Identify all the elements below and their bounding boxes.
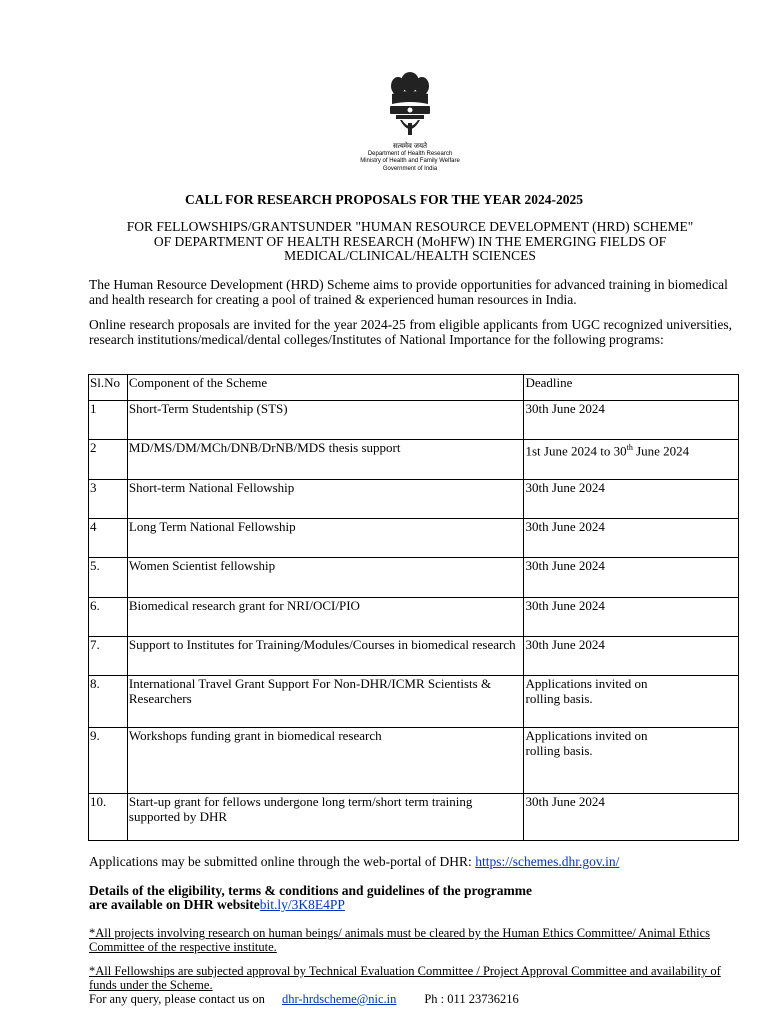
portal-text: Applications may be submitted online through the web-portal of DHR: — [89, 854, 476, 869]
table-row — [89, 440, 739, 480]
table-row — [89, 598, 739, 637]
approval-note — [89, 964, 739, 992]
invitation-paragraph: Online research proposals are invited for the year 2024-25 from eligible applicants from UGC recognized universities, research institutions/medical/dental colleges/Institutes of National Importance for the following programs: — [89, 317, 732, 347]
row-deadline: 30th June 2024 — [524, 637, 739, 676]
details-note — [89, 884, 739, 912]
details-link[interactable]: bit.ly/3K8E4PP — [259, 897, 345, 912]
approval-text: *All Fellowships are subjected approval by Technical Evaluation Committee / Project Approval Committee and availability of funds under the Scheme. — [89, 964, 721, 992]
row-sl: 5. — [89, 558, 128, 598]
row-deadline: 30th June 2024 — [524, 480, 739, 519]
details-line-2: are available on DHR website — [89, 897, 260, 912]
table-row — [89, 794, 739, 841]
department-name: Department of Health Research — [367, 150, 453, 157]
table-row — [89, 519, 739, 558]
intro-paragraph: The Human Resource Development (HRD) Scheme aims to provide opportunities for advanced training in biomedical and health research for creating a pool of trained & experienced human resources in India. — [89, 277, 728, 307]
department-header — [320, 143, 500, 173]
row-component: Short-term National Fellowship — [127, 480, 524, 519]
table-row — [89, 558, 739, 598]
subtitle-line-2: OF DEPARTMENT OF HEALTH RESEARCH (MoHFW) IN THE EMERGING FIELDS OF — [153, 233, 667, 249]
portal-note — [89, 855, 739, 869]
deadline-line: Applications invited on — [525, 728, 648, 743]
row-sl: 2 — [89, 440, 128, 480]
row-component: Short-Term Studentship (STS) — [127, 401, 524, 440]
hindi-motto: सत्यमेव जयते — [392, 143, 428, 150]
subtitle-line-3: MEDICAL/CLINICAL/HEALTH SCIENCES — [284, 248, 536, 263]
row-sl: 8. — [89, 676, 128, 728]
deadline-part: 1st June 2024 to 30 — [525, 443, 627, 459]
subtitle-line-1: FOR FELLOWSHIPS/GRANTSUNDER "HUMAN RESOURCE DEVELOPMENT (HRD) SCHEME" — [126, 219, 694, 234]
row-deadline — [524, 676, 739, 728]
row-sl: 1 — [89, 401, 128, 440]
document-subtitle — [80, 220, 740, 264]
programs-table — [88, 374, 739, 841]
row-sl: 10. — [89, 794, 128, 841]
header-component: Component of the Scheme — [127, 375, 524, 401]
row-deadline — [524, 440, 739, 480]
row-deadline: 30th June 2024 — [524, 519, 739, 558]
table-row — [89, 637, 739, 676]
table-row — [89, 480, 739, 519]
row-deadline: 30th June 2024 — [524, 598, 739, 637]
contact-phone: Ph : 011 23736216 — [424, 992, 519, 1006]
deadline-line: Applications invited on — [525, 676, 648, 691]
table-row — [89, 728, 739, 794]
contact-line — [89, 992, 739, 1006]
deadline-line: rolling basis. — [525, 690, 593, 706]
national-emblem-icon — [378, 68, 442, 144]
row-sl: 7. — [89, 637, 128, 676]
deadline-line: rolling basis. — [525, 742, 593, 758]
contact-text: For any query, please contact us on — [89, 992, 268, 1006]
table-header-row — [89, 375, 739, 401]
row-component: Women Scientist fellowship — [127, 558, 524, 598]
table-row — [89, 401, 739, 440]
row-component: Biomedical research grant for NRI/OCI/PIO — [127, 598, 524, 637]
details-line-1: Details of the eligibility, terms & conditions and guidelines of the programme — [89, 883, 532, 898]
row-deadline: 30th June 2024 — [524, 401, 739, 440]
deadline-part: June 2024 — [632, 443, 690, 459]
row-component: Support to Institutes for Training/Modules/Courses in biomedical research — [127, 637, 524, 676]
header-deadline: Deadline — [524, 375, 739, 401]
government-name: Government of India — [382, 165, 438, 172]
row-deadline: 30th June 2024 — [524, 558, 739, 598]
row-component: Long Term National Fellowship — [127, 519, 524, 558]
portal-link[interactable]: https://schemes.dhr.gov.in/ — [475, 854, 620, 869]
row-sl: 3 — [89, 480, 128, 519]
ministry-name: Ministry of Health and Family Welfare — [360, 158, 460, 164]
row-component: International Travel Grant Support For Non-DHR/ICMR Scientists & Researchers — [127, 676, 524, 728]
ethics-note: *All projects involving research on human beings/ animals must be cleared by the Human Ethics Committee/ Animal Ethics Committee of the respective institute. — [89, 926, 711, 954]
deadline-ordinal: th — [626, 443, 633, 452]
contact-email-link[interactable]: dhr-hrdscheme@nic.in — [282, 992, 397, 1006]
row-component: Start-up grant for fellows undergone long term/short term training supported by DHR — [127, 794, 524, 841]
header-sl-no: Sl.No — [89, 375, 128, 401]
row-sl: 9. — [89, 728, 128, 794]
row-deadline — [524, 728, 739, 794]
row-component: MD/MS/DM/MCh/DNB/DrNB/MDS thesis support — [127, 440, 524, 480]
row-sl: 6. — [89, 598, 128, 637]
document-title: CALL FOR RESEARCH PROPOSALS FOR THE YEAR 2024-2025 — [185, 192, 583, 207]
row-sl: 4 — [89, 519, 128, 558]
row-deadline: 30th June 2024 — [524, 794, 739, 841]
row-component: Workshops funding grant in biomedical research — [127, 728, 524, 794]
table-row — [89, 676, 739, 728]
